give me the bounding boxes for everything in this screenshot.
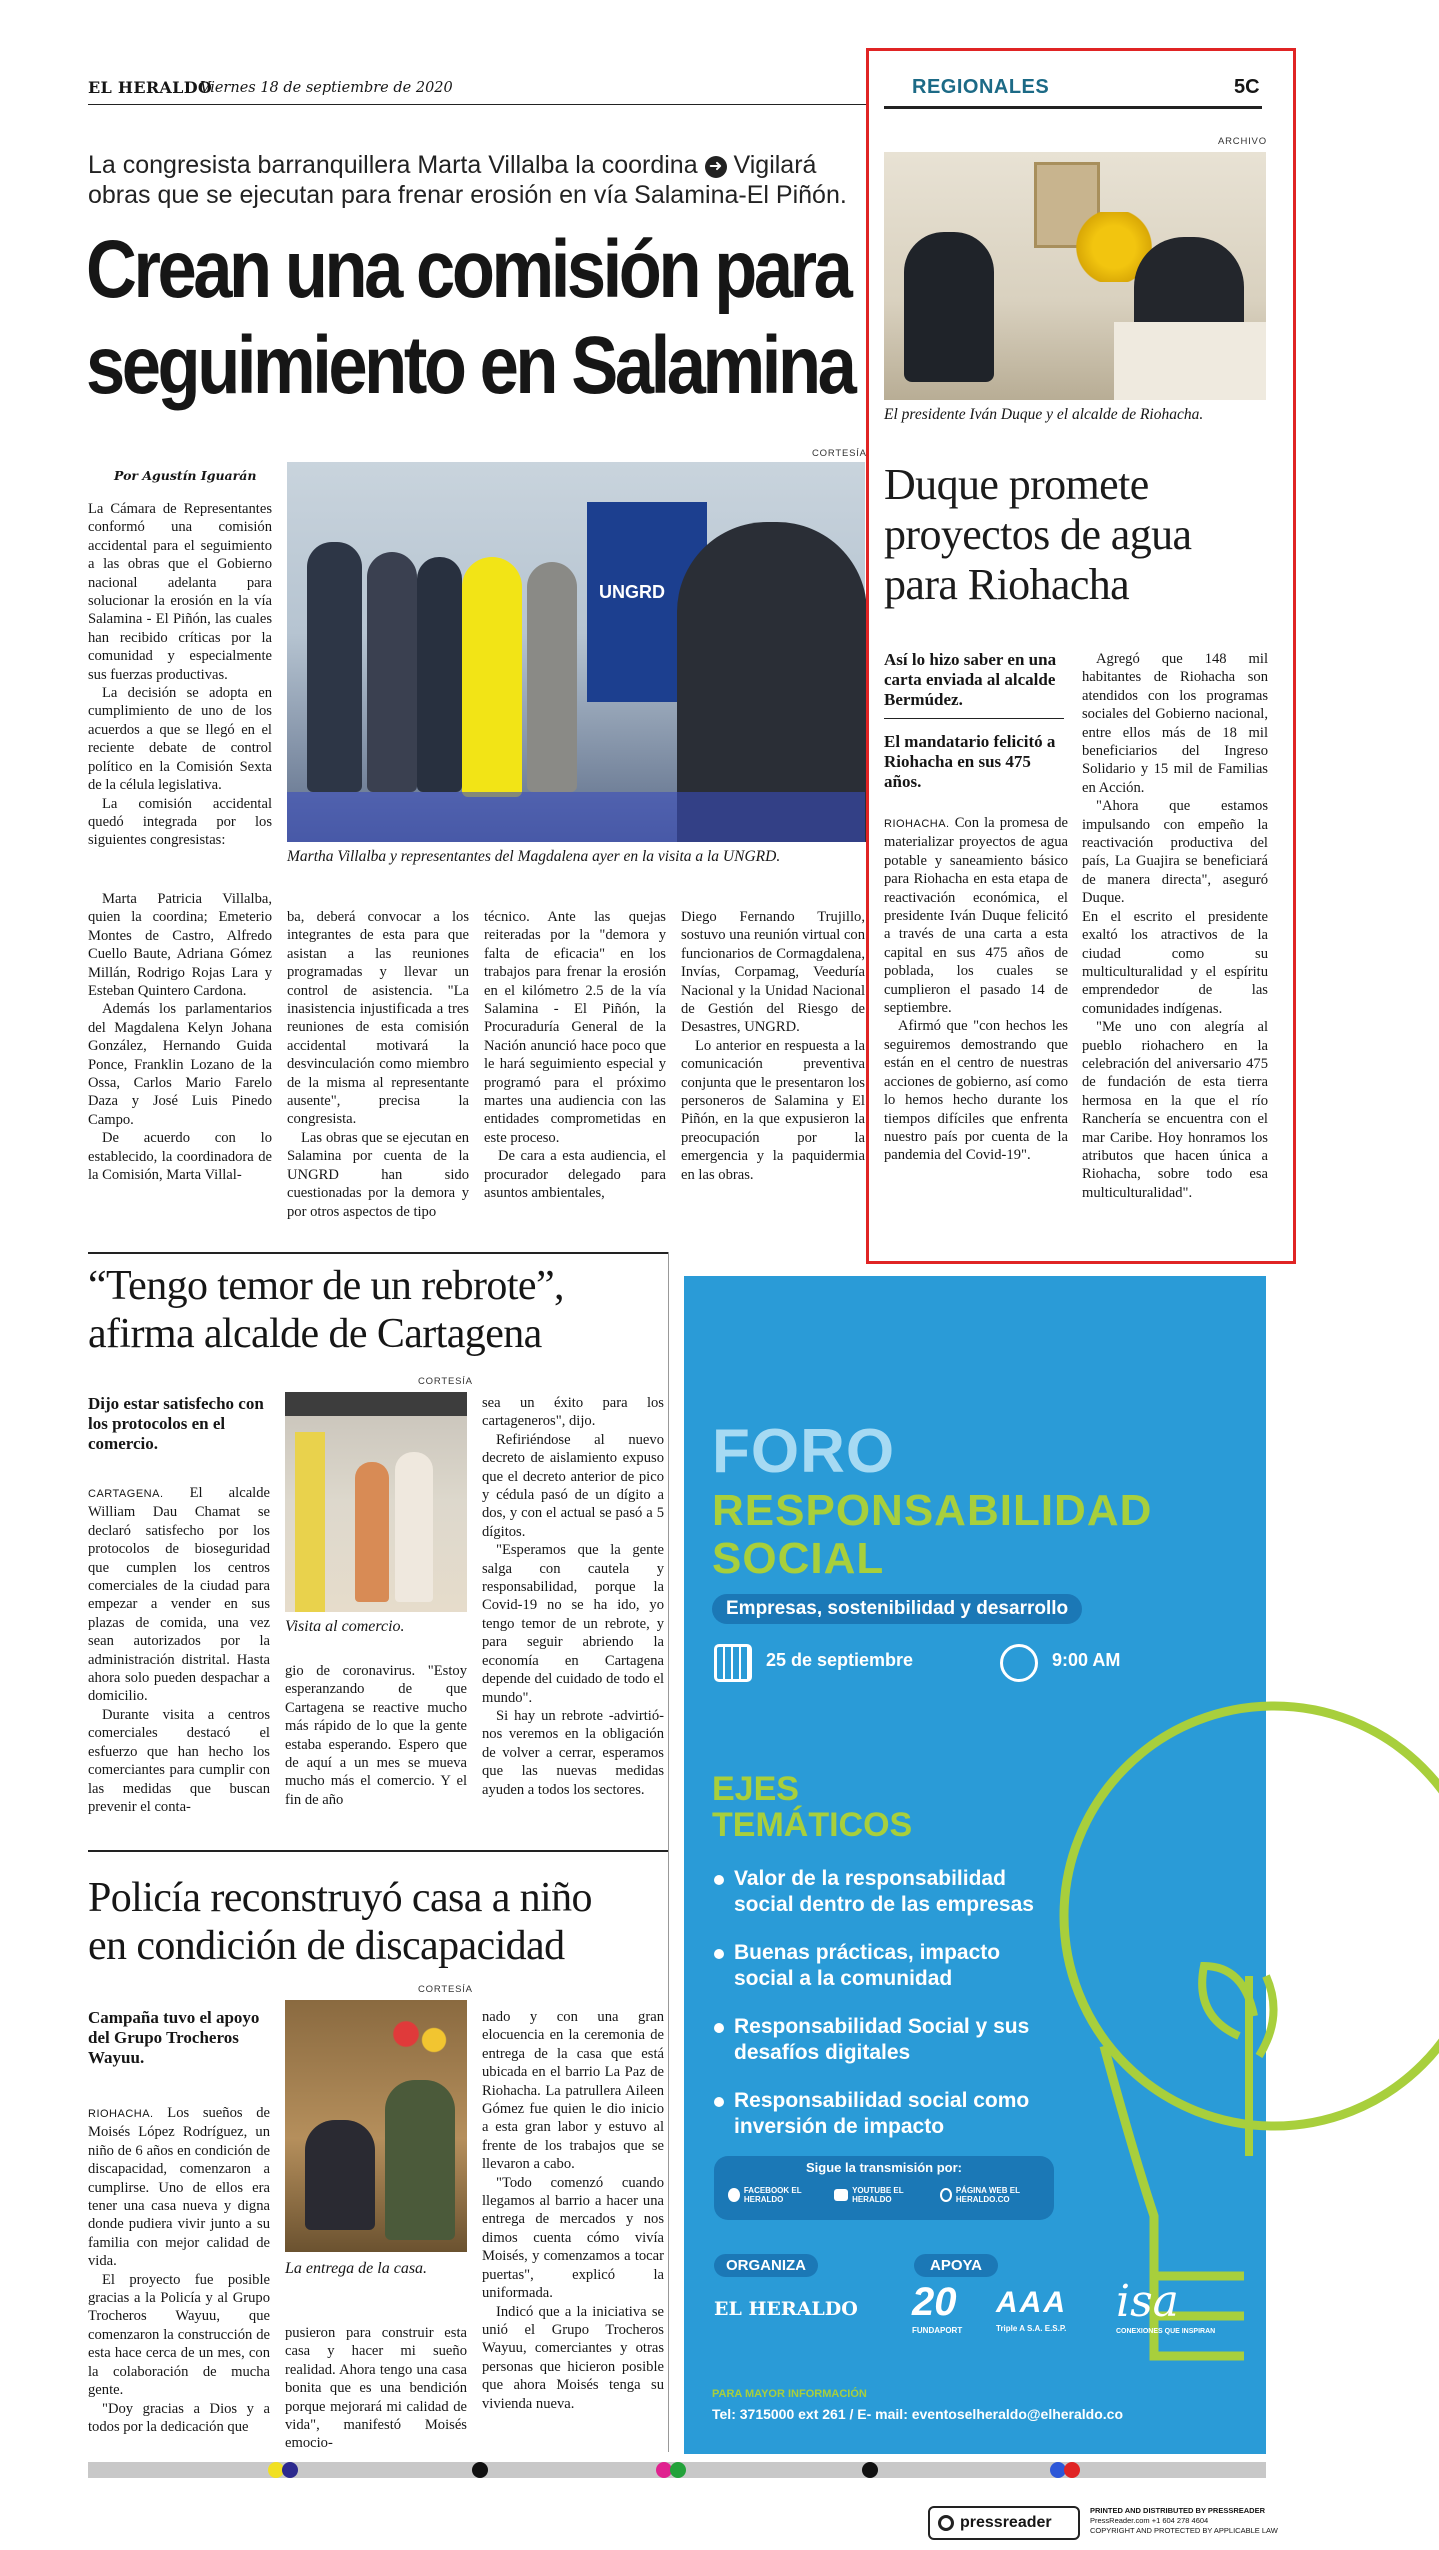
pressreader-icon [938,2515,954,2531]
lead-col2-p1: ba, deberá convocar a los integrantes de esta para que asistan a las reuniones programadas y llevar un control de asistencia. "La inasistencia injustificada a tres reuniones de esta comisión accidental motivará la desvinculación como miembro de la misma al representante ausente", precisa la congresista. [287,909,469,1128]
person-dark-2 [367,552,417,792]
ad-info: Tel: 3715000 ext 261 / E- mail: eventoselheraldo@elheraldo.co [712,2406,1124,2422]
stream-youtube [834,2186,934,2204]
registration-dot-black-1 [472,2462,488,2478]
bullet-dot-icon [714,2097,724,2107]
cartagena-col-1 [88,1484,270,1815]
duque-deck-rule [884,718,1064,719]
lead-headline-line-2: seguimiento en Salamina [86,320,854,411]
registration-dot-red [1064,2462,1080,2478]
officer-figure [385,2080,455,2240]
ad-info-label: PARA MAYOR INFORMACIÓN [712,2388,867,2400]
policia-headline-line-1: Policía reconstruyó casa a niño [88,1875,592,1921]
duque-col2-p3: En el escrito el presidente exaltó los atractivos de la ciudad como su multiculturalidad y el espíritu emprendedor de las comunidades indígenas. [1082,908,1268,1017]
duque-dateline: RIOHACHA. [884,818,950,830]
foro-advertisement [684,1276,1266,2454]
duque-photo-caption: El presidente Iván Duque y el alcalde de Riohacha. [884,406,1204,423]
youtube-icon [834,2189,848,2201]
pressreader-badge[interactable] [928,2506,1080,2540]
person-dark-3 [417,557,462,792]
policia-dateline: RIOHACHA. [88,2108,154,2120]
masthead-rule-left [88,104,866,105]
ad-title-2: SOCIAL [712,1534,885,1583]
store-sign [285,1392,467,1416]
person-grey-1 [527,562,577,792]
person-yellow [462,557,522,797]
duque-col1-p1-text: Con la promesa de materializar proyectos de agua potable y saneamiento básico para Riohacha en esta etapa de reactivación económica, el presidente Iván Duque felicitó a través de una carta a esta capital en sus 475 años de poblada, los cuales se cumplieron el pasado 14 de septiembre. [884,815,1068,1017]
lead-col1b-p3: De acuerdo con lo establecido, la coordinadora de la Comisión, Marta Villal- [88,1130,272,1184]
cartagena-photo-caption: Visita al comercio. [285,1618,405,1635]
isa-logo-text: CONEXIONES QUE INSPIRAN [1116,2328,1216,2335]
lead-photo [287,462,865,842]
section-rule-mid [88,1252,668,1254]
stream-web-text: PÁGINA WEB EL HERALDO.CO [955,2186,1020,2204]
pressreader-credit-1: PRINTED AND DISTRIBUTED BY PRESSREADER [1090,2506,1266,2515]
balloons [385,2010,455,2070]
policia-col1-p2: El proyecto fue posible gracias a la Policía y al Grupo Trocheros Wayuu, que comenzaron la construcción de esta hace cerca de un mes, con la colaboración de mucha gente. [88,2271,270,2399]
cartagena-col1-p1-text: El alcalde William Dau Chamat se declaró satisfecho por los protocolos de bioseguridad que cumplen los centros comerciales de la ciudad para empezar a vender en sus plazas de comida, una vez sean autorizados por la administración distrital. Hasta ahora solo pueden despachar a domicilio. [88,1485,270,1705]
cartagena-col1-p2: Durante visita a centros comerciales destacó el esfuerzo que han hecho los comerciantes para cumplir con las medidas que buscan prevenir el conta- [88,1706,270,1815]
cartagena-headline-line-1: “Tengo temor de un rebrote”, [88,1263,564,1309]
duque-headline [884,460,1274,610]
arrow-right-icon: ➜ [705,156,727,178]
policia-col3-p3: Indicó que a la iniciativa se unió el Grupo Trocheros Wayuu, comerciantes y otras personas que hicieron posible que ahora Moisés tenga su vivienda nueva. [482,2303,664,2412]
lead-col3-p2: De cara a esta audiencia, el procurador delegado para asuntos ambientales, [484,1148,666,1202]
registration-dot-green [670,2462,686,2478]
triple-a-logo: AAA [996,2286,1067,2319]
pressreader-credit-3: COPYRIGHT AND PROTECTED BY APPLICABLE LAW [1090,2526,1278,2535]
policia-col1-p1-text: Los sueños de Moisés López Rodríguez, un niño de 6 años en condición de discapacidad, comenzaron a cumplirse. Uno de ellos era tener una casa nueva y digna donde pudiera vivir junto a su familia con mejor calidad de vida. [88,2105,270,2270]
fundaport-logo: 20 [912,2280,957,2324]
duque-headline-line-3: para Riohacha [884,560,1130,609]
lead-intro [88,150,866,210]
clock-icon [1000,1644,1038,1682]
yellow-pillar [295,1432,325,1612]
section-label: REGIONALES [912,76,1050,98]
ad-bullet-3 [714,2014,1034,2066]
lead-col-1 [88,500,272,849]
duque-deck-2: El mandatario felicitó a Riohacha en sus 475 años. [884,732,1056,791]
ad-bullet-2 [714,1940,1034,1992]
stream-facebook [728,2186,828,2204]
policia-col1-p3: "Doy gracias a Dios y a todos por la dedicación que [88,2400,270,2435]
ad-date: 25 de septiembre [766,1650,914,1670]
lead-col-2 [287,908,469,1220]
sofa [1114,322,1266,400]
paper-date: Viernes 18 de septiembre de 2020 [200,80,453,96]
child-figure [305,2120,375,2230]
lead-photo-credit: CORTESÍA [812,448,867,459]
cartagena-headline [88,1262,668,1358]
cartagena-col3-p3: "Esperamos que la gente salga con cautela y responsabilidad, porque la Covid-19 no se ha ido, yo tengo temor de un rebrote, y para seguir abriendo la economía en Cartagena depende del cuidado de todo el mundo". [482,1542,664,1706]
lead-headline [86,222,854,414]
duque-photo [884,152,1266,400]
ad-bullet-1-text: Valor de la responsabilidad social dentro de las empresas [734,1867,1034,1916]
policia-headline-line-2: en condición de discapacidad [88,1923,565,1969]
duque-col-1 [884,814,1068,1214]
cartagena-deck: Dijo estar satisfecho con los protocolos en el comercio. [88,1394,264,1453]
duque-col2-p4: "Me uno con alegría al pueblo riohachero en la celebración del aniversario 475 de fundación de esta tierra hermosa en la que el río Ranchería se encuentra con el mar Caribe. Hoy honramos los atributos que hacen única a Riohacha, sobre todo esa multiculturalidad". [1082,1019,1268,1201]
bullet-dot-icon [714,2023,724,2033]
registration-dot-blue [282,2462,298,2478]
policia-col1-p1 [88,2104,270,2271]
bullet-dot-icon [714,1949,724,1959]
pressreader-brand: pressreader [960,2514,1052,2531]
policia-headline [88,1874,668,1970]
duque-headline-line-2: proyectos de agua [884,510,1192,559]
person-dark-1 [307,542,362,792]
stream-web [940,2186,1050,2204]
page-number: 5C [1234,76,1260,98]
lead-col3-p1: técnico. Ante las quejas reiteradas por la "demora y falta de eficacia" en los trabajos para frenar la erosión en el kilómetro 2.5 de la vía Salamina - El Piñón, la Procuraduría General de la Nación anunció hace poco que le hará seguimiento especial y programó para el próximo martes una audiencia con las entidades comprometidas en este proceso. [484,909,666,1146]
cartagena-headline-line-2: afirma alcalde de Cartagena [88,1311,542,1357]
policia-col-1 [88,2104,270,2444]
ungrd-banner-text: UNGRD [599,582,665,602]
duque-photo-credit: ARCHIVO [1218,136,1267,147]
stream-box [714,2156,1054,2220]
policia-photo-credit: CORTESÍA [418,1984,473,1995]
policia-col-3 [482,2008,664,2444]
cartagena-col-2 [285,1662,467,1812]
cartagena-col3-p4: Si hay un rebrote -advirtió- nos veremos en la obligación de volver a cerrar, esperamos que las nuevas medidas ayuden a todos los sectores. [482,1707,664,1798]
ad-divider [668,1252,669,2452]
cartagena-photo-credit: CORTESÍA [418,1376,473,1387]
lead-col1b-p2: Además los parlamentarios del Magdalena Kelyn Johana González, Hernando Guida Ponce, Franklin Lozano de la Ossa, Carlos Mario Farelo Daza y José Luis Pinedo Campo. [88,1001,272,1128]
policia-col3-p1: nado y con una gran elocuencia en la ceremonia de entrega de la casa que está ubicada en el barrio La Paz de Riohacha. La patrullera Aileen Gómez fue quien le dio inicio a esta gran labor y estuvo al frente de los trabajos que se llevaron a cabo. [482,2009,664,2173]
stream-facebook-text: FACEBOOK EL HERALDO [743,2186,802,2204]
ad-apoya: APOYA [914,2254,998,2277]
lead-col2-p2: Las obras que se ejecutan en Salamina por cuenta de la UNGRD han sido cuestionadas por la demora y por otros aspectos de tipo [287,1129,469,1220]
lead-col4-p1: Diego Fernando Trujillo, sostuvo una reunión virtual con funcionarios de Cormagdalena, Invías, Corpamag, Veeduría Nacional y la Unidad Nacional de Gestión del Riesgo de Desastres, UNGRD. [681,909,866,1036]
lead-col-3 [484,908,666,1208]
policia-col3-p2: "Todo comenzó cuando llegamos al barrio a hacer una entrega de mercados y nos dimos cuenta cómo vivía Moisés, y comenzamos a tocar puertas", explicó la uniformada. [482,2174,664,2302]
pressreader-credit-2: PressReader.com +1 604 278 4604 [1090,2516,1209,2525]
registration-dot-black-2 [862,2462,878,2478]
duque-col1-p2: Afirmó que "con hechos les seguiremos demostrando que están en el centro de nuestras acciones de gobierno, así como lo hemos hecho durante los tiempos difíciles que enfrenta nuestro país por cuenta de la pandemia del Covid-19". [884,1018,1068,1164]
floor [287,792,865,842]
ad-ejes-1: EJES [712,1770,799,1808]
duque-col2-p2: "Ahora que estamos impulsando con empeño la reactivación productiva del país, La Guajira se beneficiará de manera directa", aseguró Duque. [1082,798,1268,907]
walker-2 [395,1452,433,1602]
cartagena-col3-p2: Refiriéndose al nuevo decreto de aislamiento expuso que el decreto anterior de pico y cédula pasó de un dígito a dos, y con el actual se pasó a 5 dígitos. [482,1431,664,1540]
cartagena-col-3 [482,1394,664,1809]
ad-bullet-4-text: Responsabilidad social como inversión de impacto [734,2089,1030,2138]
lead-col1-p2: La decisión se adopta en cumplimiento de uno de los acuerdos a que se llegó en el reciente debate de control político en la Comisión Sexta de la célula legislativa. [88,685,272,794]
globe-icon [940,2188,952,2202]
section-rule-lower [88,1850,668,1852]
cartagena-col2-p1: gio de coronavirus. "Estoy esperanzando de que Cartagena se reactive mucho más rápido de lo que la gente estaba esperando. Espero que de aquí a un mes se mueva mucho más el comercio. Y el fin de año [285,1663,467,1808]
president-figure [904,232,994,382]
policia-photo [285,2000,467,2252]
cartagena-col3-p1: sea un éxito para los cartageneros", dijo. [482,1395,664,1430]
facebook-icon [728,2188,740,2202]
lead-col1-p3: La comisión accidental quedó integrada por los siguientes congresistas: [88,795,272,849]
lead-col1b-p1: Marta Patricia Villalba, quien la coordina; Emeterio Montes de Castro, Alfredo Cuello Baute, Adriana Gómez Millán, Rodrigo Rojas Lara y Esteban Quintero Cardona. [88,891,272,1000]
ad-organiza: ORGANIZA [714,2254,818,2277]
calendar-icon [714,1644,752,1682]
ad-bullet-2-text: Buenas prácticas, impacto social a la comunidad [734,1941,1001,1990]
stream-youtube-text: YOUTUBE EL HERALDO [852,2186,904,2204]
lead-intro-text: La congresista barranquillera Marta Villalba la coordina [88,151,698,179]
lead-photo-caption: Martha Villalba y representantes del Magdalena ayer en la visita a la UNGRD. [287,848,781,865]
cartagena-col1-p1 [88,1484,270,1706]
lead-col1-p1: La Cámara de Representantes conformó una comisión accidental para el seguimiento a las obras que el Gobierno nacional adelanta para solucionar la erosión en la vía Salamina - El Piñón, las cuales han recibido críticas por la comunidad y especialmente sus fuerzas productivas. [88,501,272,683]
el-heraldo-logo: EL HERALDO [714,2298,858,2320]
ad-ejes-2: TEMÁTICOS [712,1806,913,1844]
lead-col4-p2: Lo anterior en respuesta a la comunicación preventiva conjunta que le presentaron los personeros de Salamina y El Piñón, en la que expusieron la preocupación por la emergencia y la paquidermia en las obras. [681,1037,865,1183]
policia-deck: Campaña tuvo el apoyo del Grupo Trocheros Wayuu. [88,2008,260,2067]
duque-col1-p1 [884,814,1068,1017]
ad-bullet-4 [714,2088,1034,2140]
policia-col-2 [285,2324,467,2452]
cartagena-dateline: CARTAGENA. [88,1488,164,1500]
duque-col-2 [1082,650,1268,1220]
fundaport-logo-text: FUNDAPORT [912,2326,963,2335]
cartagena-photo [285,1392,467,1612]
lead-col-1b [88,890,272,1210]
ad-title-1: RESPONSABILIDAD [712,1486,1153,1535]
ad-subtitle: Empresas, sostenibilidad y desarrollo [712,1594,1082,1624]
triple-a-logo-text: Triple A S.A. E.S.P. [996,2324,1067,2333]
lead-headline-line-1: Crean una comisión para [86,224,850,315]
ad-bullet-3-text: Responsabilidad Social y sus desafíos digitales [734,2015,1030,2064]
bullet-dot-icon [714,1875,724,1885]
lead-intro-rest: Vigilará obras que se ejecutan para frenar erosión en vía Salamina-El Piñón. [88,151,847,209]
stream-label: Sigue la transmisión por: [805,2160,963,2175]
duque-col2-p1: Agregó que 148 mil habitantes de Riohacha son atendidos con los programas sociales del Gobierno nacional, entre ellos más de 18 mil beneficiarios del Ingreso Solidario y 15 mil de Familias en Acción. [1082,651,1268,796]
lead-col-4 [681,908,865,1208]
ad-foro: FORO [712,1417,896,1486]
isa-logo: isa [1116,2276,1179,2327]
paper-name: EL HERALDO [88,78,213,97]
walker-1 [355,1462,389,1602]
duque-headline-line-1: Duque promete [884,460,1149,509]
ad-bullet-1 [714,1866,1034,1918]
ad-bullets [714,1866,1034,2162]
pressreader-credit [1090,2506,1278,2536]
ad-time: 9:00 AM [1052,1650,1121,1670]
duque-deck-1: Así lo hizo saber en una carta enviada al alcalde Bermúdez. [884,650,1057,709]
policia-col2-p1: pusieron para construir esta casa y hacer mi sueño realidad. Ahora tengo una casa bonita que es una bendición porque mejorará mi calidad de vida", manifestó Moisés emocio- [285,2325,467,2452]
policia-photo-caption: La entrega de la casa. [285,2260,428,2277]
lead-byline: Por Agustín Iguarán [114,468,257,483]
